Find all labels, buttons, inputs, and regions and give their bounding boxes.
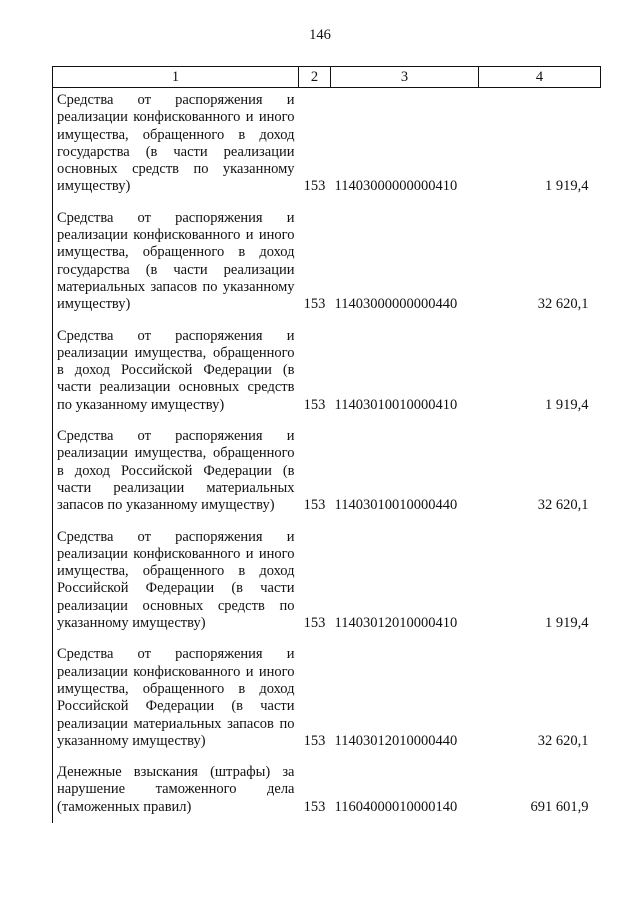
row-amount: 1 919,4 [545, 396, 589, 413]
column-header-2: 2 [299, 67, 331, 88]
row-amount: 32 620,1 [537, 497, 589, 514]
row-admin-code: 153 [303, 396, 326, 413]
row-description: Средства от распоряжения и реализации имущества, обращенного в доход Российской Федерации (в части реализации материальных запасов по указанному имуществу) [53, 421, 299, 521]
row-kbk-code: 11403010010000440 [334, 497, 458, 514]
row-kbk-code: 11604000010000140 [334, 798, 458, 815]
row-description: Денежные взыскания (штрафы) за нарушение таможенного дела (таможенных правил) [53, 757, 299, 823]
row-admin-code: 153 [303, 732, 326, 749]
row-kbk-code: 11403000000000440 [334, 296, 458, 313]
table-row [53, 88, 601, 203]
budget-table [52, 66, 601, 823]
row-kbk-code: 11403010010000410 [334, 396, 458, 413]
column-header-1: 1 [53, 67, 299, 88]
row-kbk-code: 11403012010000440 [334, 732, 458, 749]
table-row [53, 522, 601, 640]
row-description: Средства от распоряжения и реализации конфискованного и иного имущества, обращенного в доход государства (в части реализации материальных запасов по указанному имуществу) [53, 203, 299, 321]
page-number: 146 [309, 27, 331, 43]
row-description: Средства от распоряжения и реализации конфискованного и иного имущества, обращенного в доход Российской Федерации (в части реализации материальных запасов по указанному имуществу) [53, 639, 299, 757]
row-amount: 32 620,1 [537, 296, 589, 313]
column-header-4: 4 [479, 67, 601, 88]
row-description: Средства от распоряжения и реализации имущества, обращенного в доход Российской Федерации (в части реализации основных средств по указанному имуществу) [53, 321, 299, 421]
table-row [53, 421, 601, 521]
row-amount: 691 601,9 [530, 798, 589, 815]
table-row [53, 203, 601, 321]
row-amount: 32 620,1 [537, 732, 589, 749]
row-kbk-code: 11403012010000410 [334, 615, 458, 632]
column-header-3: 3 [331, 67, 479, 88]
row-amount: 1 919,4 [545, 178, 589, 195]
table-header-row [53, 67, 601, 88]
row-admin-code: 153 [303, 296, 326, 313]
table-row [53, 639, 601, 757]
row-amount: 1 919,4 [545, 615, 589, 632]
table-row [53, 321, 601, 421]
row-admin-code: 153 [303, 615, 326, 632]
table-row [53, 757, 601, 823]
row-description: Средства от распоряжения и реализации конфискованного и иного имущества, обращенного в доход государства (в части реализации основных средств по указанному имуществу) [53, 88, 299, 203]
row-admin-code: 153 [303, 798, 326, 815]
row-admin-code: 153 [303, 178, 326, 195]
row-kbk-code: 11403000000000410 [334, 178, 458, 195]
row-admin-code: 153 [303, 497, 326, 514]
row-description: Средства от распоряжения и реализации конфискованного и иного имущества, обращенного в доход Российской Федерации (в части реализации основных средств по указанному имуществу) [53, 522, 299, 640]
